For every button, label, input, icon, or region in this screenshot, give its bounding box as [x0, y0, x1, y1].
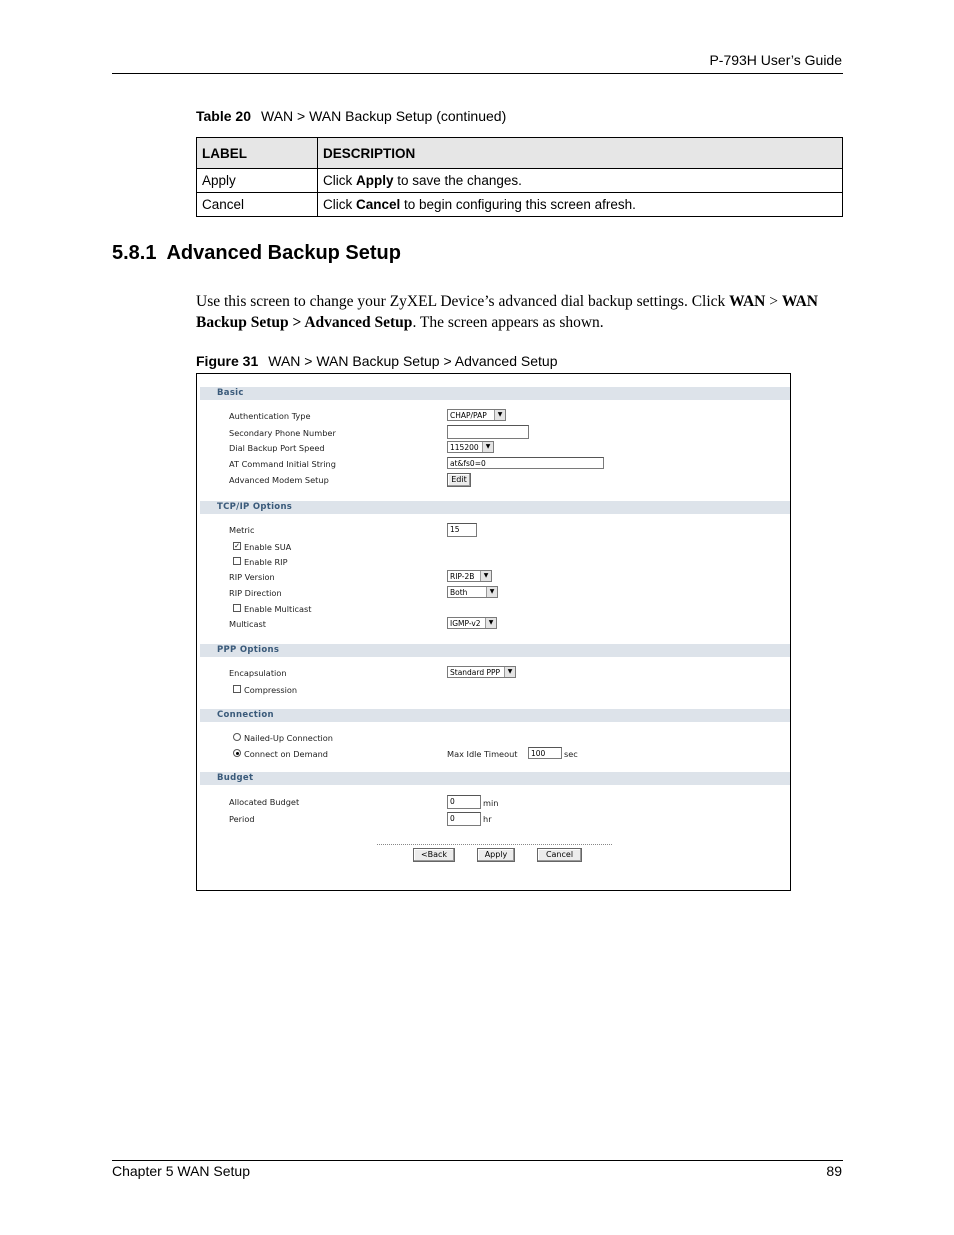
desc-post: to save the changes.	[393, 173, 522, 188]
auth-type-label: Authentication Type	[229, 411, 311, 421]
row-description	[318, 169, 843, 193]
nailed-up-label: Nailed-Up Connection	[244, 733, 333, 743]
period-unit: hr	[483, 814, 492, 824]
enable-rip-checkbox[interactable]	[233, 557, 241, 565]
intro-paragraph	[196, 291, 846, 333]
row-description	[318, 193, 843, 217]
metric-label: Metric	[229, 525, 255, 535]
header-rule	[112, 73, 843, 74]
table-row	[197, 169, 843, 193]
table-caption-text: WAN > WAN Backup Setup (continued)	[261, 108, 507, 124]
encapsulation-select[interactable]	[447, 666, 516, 678]
section-number: 5.8.1	[112, 242, 157, 264]
table-header-row	[197, 138, 843, 169]
rip-version-label: RIP Version	[229, 572, 275, 582]
secondary-phone-label: Secondary Phone Number	[229, 428, 336, 438]
desc-bold: Apply	[356, 173, 394, 188]
chevron-down-icon: ▼	[486, 587, 497, 597]
encapsulation-label: Encapsulation	[229, 668, 287, 678]
col-description-header: DESCRIPTION	[318, 138, 843, 169]
para-bold: WAN Backup Setup > Advanced Setup	[196, 293, 818, 331]
multicast-value: IGMP-v2	[450, 619, 481, 628]
advanced-setup-screenshot	[196, 373, 791, 891]
chapter-title: Chapter 5 WAN Setup	[112, 1163, 250, 1179]
port-speed-select[interactable]	[447, 441, 494, 453]
secondary-phone-input[interactable]	[447, 425, 529, 439]
allocated-budget-input[interactable]: 0	[447, 795, 481, 809]
modem-setup-label: Advanced Modem Setup	[229, 475, 329, 485]
connect-on-demand-radio[interactable]	[233, 749, 241, 757]
table-caption-label: Table 20	[196, 108, 251, 124]
idle-timeout-input[interactable]: 100	[528, 747, 562, 759]
col-label-header: LABEL	[197, 138, 318, 169]
nailed-up-radio[interactable]	[233, 733, 241, 741]
enable-sua-checkbox[interactable]: ✓	[234, 543, 240, 550]
footer-rule	[112, 1160, 843, 1161]
cancel-button[interactable]: Cancel	[537, 848, 582, 862]
multicast-label: Multicast	[229, 619, 267, 629]
budget-section-bar: Budget	[200, 772, 790, 785]
idle-timeout-unit: sec	[564, 749, 578, 759]
multicast-select[interactable]	[447, 617, 497, 629]
compression-checkbox[interactable]	[233, 685, 241, 693]
chevron-down-icon: ▼	[480, 571, 491, 581]
auth-type-value: CHAP/PAP	[450, 411, 487, 420]
para-bold: WAN	[729, 293, 766, 310]
row-label: Apply	[197, 169, 318, 193]
period-input[interactable]: 0	[447, 812, 481, 826]
section-title: Advanced Backup Setup	[166, 242, 401, 264]
table-caption	[196, 108, 506, 124]
metric-input[interactable]: 15	[447, 523, 477, 537]
row-label: Cancel	[197, 193, 318, 217]
tcpip-section-bar: TCP/IP Options	[200, 501, 790, 514]
rip-direction-select[interactable]	[447, 586, 498, 598]
rip-version-select[interactable]	[447, 570, 492, 582]
port-speed-value: 115200	[450, 443, 479, 452]
allocated-budget-label: Allocated Budget	[229, 797, 300, 807]
guide-title: P-793H User’s Guide	[709, 52, 842, 68]
rip-direction-value: Both	[450, 588, 468, 597]
apply-button[interactable]: Apply	[477, 848, 515, 862]
auth-type-select[interactable]	[447, 409, 506, 421]
enable-rip-label: Enable RIP	[244, 557, 288, 567]
connection-section-bar: Connection	[200, 709, 790, 722]
table-row	[197, 193, 843, 217]
enable-sua-label: Enable SUA	[244, 542, 292, 552]
allocated-budget-unit: min	[483, 798, 499, 808]
figure-caption	[196, 353, 557, 369]
figure-caption-text: WAN > WAN Backup Setup > Advanced Setup	[268, 353, 558, 369]
desc-pre: Click	[323, 173, 356, 188]
para-text: . The screen appears as shown.	[412, 314, 604, 331]
chevron-down-icon: ▼	[504, 667, 515, 677]
enable-multicast-checkbox[interactable]	[233, 604, 241, 612]
at-command-input[interactable]: at&fs0=0	[447, 457, 604, 469]
desc-pre: Click	[323, 197, 356, 212]
enable-multicast-label: Enable Multicast	[244, 604, 312, 614]
button-separator	[377, 844, 612, 845]
edit-button[interactable]: Edit	[447, 473, 471, 487]
desc-bold: Cancel	[356, 197, 401, 212]
back-button[interactable]: <Back	[413, 848, 455, 862]
label-description-table	[196, 137, 843, 217]
connect-on-demand-label: Connect on Demand	[244, 749, 328, 759]
chevron-down-icon: ▼	[482, 442, 493, 452]
page-number: 89	[826, 1163, 842, 1179]
chevron-down-icon: ▼	[485, 618, 496, 628]
port-speed-label: Dial Backup Port Speed	[229, 443, 325, 453]
rip-direction-label: RIP Direction	[229, 588, 282, 598]
basic-section-bar: Basic	[200, 387, 790, 400]
ppp-section-bar: PPP Options	[200, 644, 790, 657]
idle-timeout-label: Max Idle Timeout	[447, 749, 518, 759]
para-text: >	[765, 293, 782, 310]
at-command-label: AT Command Initial String	[229, 459, 336, 469]
desc-post: to begin configuring this screen afresh.	[400, 197, 636, 212]
figure-caption-label: Figure 31	[196, 353, 259, 369]
encapsulation-value: Standard PPP	[450, 668, 501, 677]
rip-version-value: RIP-2B	[450, 572, 475, 581]
section-heading	[112, 242, 401, 265]
chevron-down-icon: ▼	[494, 410, 505, 420]
para-text: Use this screen to change your ZyXEL Device’s advanced dial backup settings. Click	[196, 293, 730, 310]
compression-label: Compression	[244, 685, 298, 695]
period-label: Period	[229, 814, 255, 824]
